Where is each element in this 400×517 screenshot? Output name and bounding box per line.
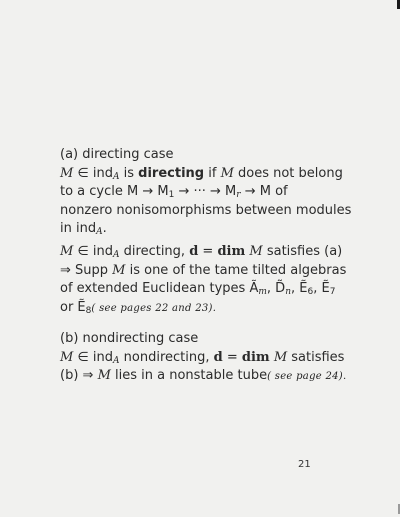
handwritten-note-pages-22-23: ( see pages 22 and 23). <box>91 302 217 314</box>
section-title: (a) directing case <box>60 147 174 162</box>
definition-line-2: to a cycle $M \to M_1$ → ··· → $M_r \to M$ of <box>60 184 288 200</box>
section-directing <box>60 146 360 239</box>
result-line-1: M ∈ ind$_A$ directing, d = dim M satisfies (a) <box>60 244 343 260</box>
section-directing-result <box>60 243 360 317</box>
section-title: (b) nondirecting case <box>60 331 199 346</box>
definition-line-3: nonzero nonisomorphisms between modules <box>60 202 352 218</box>
term-directing: directing <box>138 165 205 181</box>
page-number: 21 <box>298 459 311 470</box>
result-line-4: or Ẽ$_8$( see pages 22 and 23). <box>60 299 217 316</box>
result-line-2: ⇒ Supp M is one of the tame tilted algebras <box>60 262 347 278</box>
nondirecting-line-2: (b) ⇒ M lies in a nonstable tube( see page 24). <box>60 368 347 383</box>
handwritten-note-page-24: ( see page 24). <box>267 371 347 382</box>
section-nondirecting <box>60 330 360 386</box>
definition-line-1: M ∈ ind$_A$ is directing if M does not belong <box>60 165 343 182</box>
nondirecting-line-1: M ∈ ind$_A$ nondirecting, d = dim M satisfies <box>60 349 345 366</box>
definition-line-4: in ind$_A$. <box>60 221 107 237</box>
result-line-3: of extended Euclidean types $Ã_m$, $D̃_n$, Ẽ$_6$, Ẽ$_7$ <box>60 281 336 297</box>
